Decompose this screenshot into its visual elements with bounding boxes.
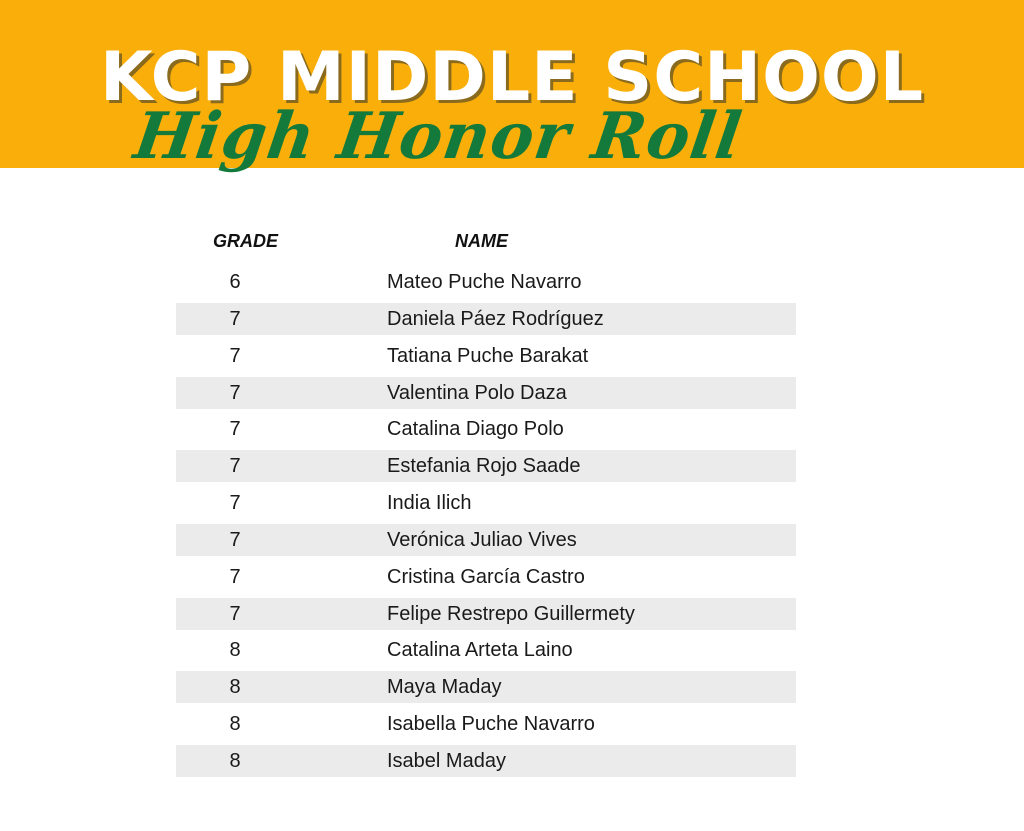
name-cell: Catalina Diago Polo [387, 418, 564, 441]
name-cell: Isabella Puche Navarro [387, 713, 595, 736]
school-title: KCP MIDDLE SCHOOL [99, 38, 925, 117]
table-row [176, 634, 796, 666]
grade-cell: 7 [229, 455, 241, 478]
table-row [176, 487, 796, 519]
grade-cell: 8 [229, 713, 241, 736]
grade-cell: 7 [229, 492, 241, 515]
honor-roll-table [176, 266, 796, 782]
name-cell: Valentina Polo Daza [387, 381, 567, 404]
name-cell: Felipe Restrepo Guillermety [387, 602, 635, 625]
column-header-grade: GRADE [213, 231, 279, 251]
name-cell: Cristina García Castro [387, 565, 585, 588]
grade-cell: 7 [229, 602, 241, 625]
name-cell: Isabel Maday [387, 749, 506, 772]
grade-cell: 8 [229, 639, 241, 662]
table-row [176, 340, 796, 372]
name-cell: Daniela Páez Rodríguez [387, 307, 604, 330]
honor-roll-subtitle: High Honor Roll [129, 99, 747, 174]
grade-cell: 7 [229, 307, 241, 330]
name-cell: Estefania Rojo Saade [387, 455, 581, 478]
table-row [176, 413, 796, 445]
grade-cell: 6 [229, 271, 241, 293]
table-row [176, 745, 796, 777]
column-header-name: NAME [455, 231, 508, 251]
grade-cell: 8 [229, 676, 241, 699]
table-row [176, 561, 796, 593]
name-cell: Catalina Arteta Laino [387, 639, 573, 662]
name-cell: Tatiana Puche Barakat [387, 344, 589, 367]
table-row [176, 524, 796, 556]
name-cell: Maya Maday [387, 676, 502, 699]
table-row [176, 708, 796, 740]
grade-cell: 7 [229, 528, 241, 551]
table-row [176, 598, 796, 630]
table-row [176, 450, 796, 482]
grade-cell: 7 [229, 418, 241, 441]
table-row [176, 266, 796, 298]
name-cell: Verónica Juliao Vives [387, 528, 577, 551]
table-row [176, 671, 796, 703]
name-cell: Mateo Puche Navarro [387, 271, 582, 293]
table-row [176, 303, 796, 335]
table-row [176, 377, 796, 409]
grade-cell: 7 [229, 381, 241, 404]
grade-cell: 8 [229, 749, 241, 772]
name-cell: India Ilich [387, 492, 472, 515]
grade-cell: 7 [229, 565, 241, 588]
grade-cell: 7 [229, 344, 241, 367]
